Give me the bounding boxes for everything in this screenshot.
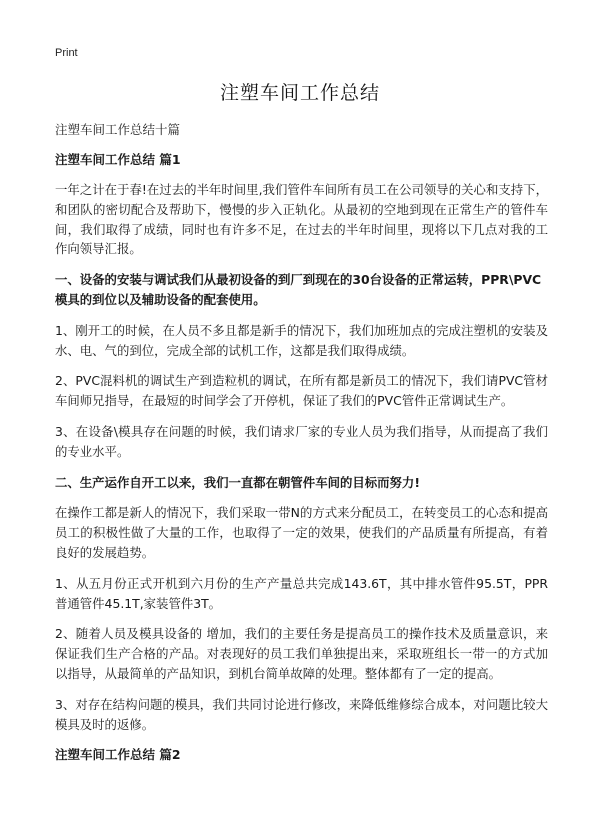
- page-title: 注塑车间工作总结: [219, 82, 380, 104]
- section1-heading: 一、设备的安装与调试我们从最初设备的到厂到现在的30台设备的正常运转，PPR\PVC模具的到位以及辅助设备的配套使用。: [55, 272, 542, 307]
- section1-item-3: 3、在设备\模具存在问题的时候，我们请求厂家的专业人员为我们指导，从而提高了我们的专业水平。: [55, 423, 548, 459]
- part1-heading: 注塑车间工作总结 篇1: [55, 152, 181, 167]
- section2-heading: 二、生产运作自开工以来，我们一直都在朝管件车间的目标而努力!: [55, 474, 420, 490]
- section2-item-3: 3、对存在结构问题的模具，我们共同讨论进行修改，来降低维修综合成本，对问题比较大模具及时的返修。: [55, 696, 548, 732]
- part2-heading: 注塑车间工作总结 篇2: [55, 747, 181, 763]
- print-label: Print: [55, 47, 78, 59]
- section2-item-2: 2、随着人员及模具设备的 增加，我们的主要任务是提高员工的操作技术及质量意识，来保证我们生产合格的产品。对表现好的员工我们单独提出来，采取班组长一带一的方式加以指导，从最简单的产品知识，到机台简单故障的处理。整体都有了一定的提高。: [55, 626, 548, 681]
- section2-item-1: 1、从五月份正式开机到六月份的生产产量总共完成143.6T，其中排水管件95.5T，PPR普通管件45.1T,家装管件3T。: [55, 575, 548, 611]
- section1-item-2: 2、PVC混料机的调试生产到造粒机的调试，在所有都是新员工的情况下，我们请PVC管材车间师兄指导，在最短的时间学会了开停机，保证了我们的PVC管件正常调试生产。: [55, 373, 548, 409]
- section1-item-1: 1、刚开工的时候，在人员不多且都是新手的情况下，我们加班加点的完成注塑机的安装及水、电、气的到位，完成全部的试机工作，这都是我们取得成绩。: [55, 322, 548, 358]
- document-body: [55, 120, 548, 775]
- intro-paragraph: 一年之计在于春!在过去的半年时间里,我们管件车间所有员工在公司领导的关心和支持下，和团队的密切配合及帮助下，慢慢的步入正轨化。从最初的空地到现在正常生产的管件车间，我们取得了成绩，同时也有许多不足，在过去的半年时间里，现将以下几点对我的工作向领导汇报。: [55, 182, 548, 257]
- document-subtitle: 注塑车间工作总结十篇: [55, 122, 181, 137]
- section2-intro: 在操作工都是新人的情况下，我们采取一带N的方式来分配员工，在转变员工的心态和提高员工的积极性做了大量的工作，也取得了一定的效果，使我们的产品质量有所提高，有着良好的发展趋势。: [55, 505, 548, 560]
